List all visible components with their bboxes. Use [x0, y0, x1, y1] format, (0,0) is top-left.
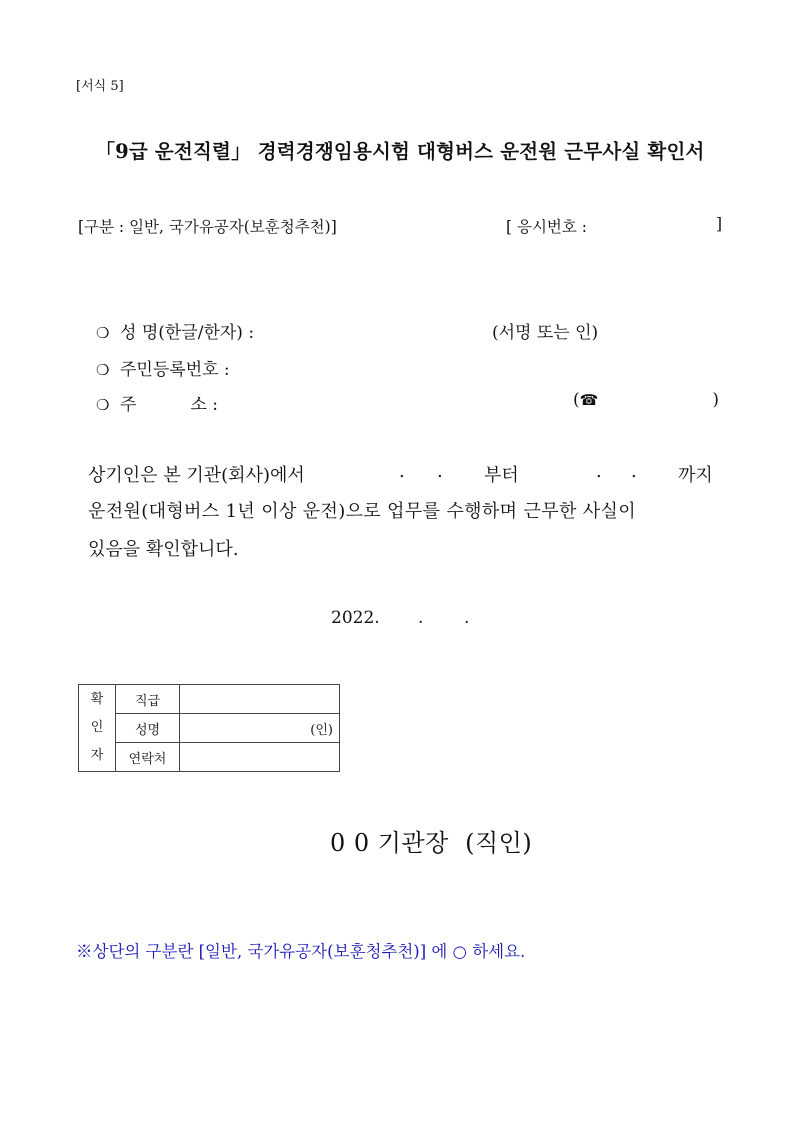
- certification-line-2: 운전원(대형버스 1년 이상 운전)으로 업무를 수행하며 근무한 사실이: [88, 501, 636, 522]
- name-field: [96, 318, 254, 343]
- phone-icon: ☎: [579, 391, 599, 409]
- table-row: [79, 685, 340, 714]
- address-label: 주 소 :: [120, 395, 219, 415]
- rank-value: [180, 685, 340, 714]
- date-dot: .: [437, 461, 443, 482]
- side-char: 인: [90, 720, 104, 735]
- circle-bullet-icon: ❍: [96, 324, 110, 342]
- document-title: 「9급 운전직렬」 경력경쟁임용시험 대형버스 운전원 근무사실 확인서: [95, 140, 705, 163]
- form-number: [서식 5]: [76, 79, 124, 94]
- certification-text-a: 상기인은 본 기관(회사)에서: [88, 465, 305, 486]
- name-label: 성 명(한글/한자) :: [120, 323, 255, 343]
- category-text: [구분 : 일반, 국가유공자(보훈청추천)]: [78, 218, 337, 236]
- contact-label: 연락처: [116, 743, 180, 772]
- phone-field: [573, 390, 719, 410]
- confirmer-table: [78, 684, 340, 772]
- until-label: 까지: [678, 465, 713, 486]
- resident-number-field: [96, 355, 230, 380]
- side-char: 확: [90, 692, 104, 707]
- phone-close-paren: ): [712, 390, 719, 410]
- table-row: [79, 714, 340, 743]
- certification-line-3: 있음을 확인합니다.: [88, 539, 239, 560]
- table-row: [79, 743, 340, 772]
- signature-hint: (서명 또는 인): [492, 323, 599, 343]
- rank-label: 직급: [116, 685, 180, 714]
- date-dot: .: [631, 461, 637, 482]
- date-dot: .: [418, 608, 424, 628]
- exam-number-close-bracket: ]: [715, 215, 722, 233]
- confirmer-side-label: [79, 685, 116, 772]
- date-dot: .: [399, 461, 405, 482]
- side-char: 자: [90, 748, 104, 763]
- confirmer-name-label: 성명: [116, 714, 180, 743]
- from-label: 부터: [484, 465, 519, 486]
- contact-value: [180, 743, 340, 772]
- exam-number-label: [ 응시번호 :: [506, 218, 588, 236]
- issue-year: 2022.: [331, 608, 380, 628]
- resident-number-label: 주민등록번호 :: [120, 360, 230, 380]
- date-dot: .: [596, 461, 602, 482]
- date-dot: .: [464, 608, 470, 628]
- circle-bullet-icon: ❍: [96, 396, 110, 414]
- address-field: [96, 390, 218, 415]
- footnote: ※상단의 구분란 [일반, 국가유공자(보훈청추천)] 에 ○ 하세요.: [76, 942, 526, 961]
- exam-number-field: [506, 215, 722, 237]
- agency-head-signature: 0 0 기관장 (직인): [330, 829, 533, 857]
- phone-open-paren: (: [573, 390, 580, 410]
- confirmer-name-value: (인): [180, 714, 340, 743]
- circle-bullet-icon: ❍: [96, 361, 110, 379]
